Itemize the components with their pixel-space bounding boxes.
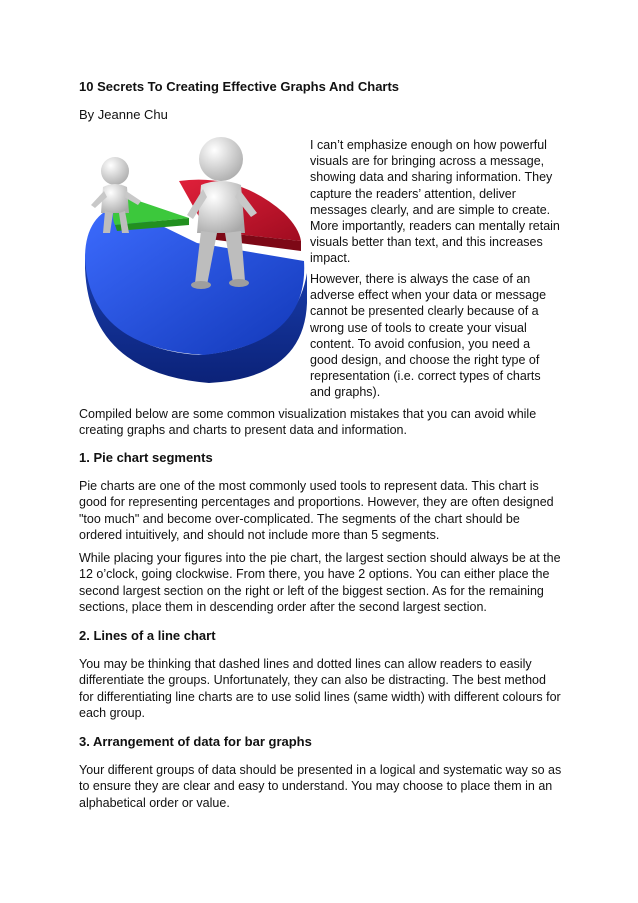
intro-paragraph-2: However, there is always the case of an adverse effect when your data or message cannot be presented clearly because of a wrong use of tools to create your visual content. To avoid confusion, you need a good design, and choose the right type of representation (i.e. correct types of charts and graphs). [310,272,547,400]
author-byline: By Jeanne Chu [79,107,168,122]
section-2-paragraph-1: You may be thinking that dashed lines and dotted lines can allow readers to easily differentiate the groups. Unfortunately, they can also be distracting. The best method for differentiating line charts are to use solid lines (same width) with different colours for each group. [79,657,561,721]
section-3-paragraph-1: Your different groups of data should be presented in a logical and systematic way so as to ensure they are clear and easy to understand. You may choose to place them in an alphabetical order or value. [79,763,562,810]
section-1-paragraph-2: While placing your figures into the pie chart, the largest section should always be at the 12 o’clock, going clockwise. From there, you have 2 options. You can either place the second largest section on the right or left of the biggest section. As for the remaining sections, place them in descending order after the second largest section. [79,551,561,615]
pie-chart-illustration [79,133,309,399]
section-heading-1: 1. Pie chart segments [79,450,213,465]
document-title: 10 Secrets To Creating Effective Graphs And Charts [79,79,400,94]
intro-paragraph-1: I can’t emphasize enough on how powerful visuals are for bringing across a message, showing data and sharing information. They capture the readers’ attention, deliver messages clearly, and are simple to create. More importantly, readers can mentally retain visuals better than text, and this increases impact. [310,138,560,266]
section-heading-2: 2. Lines of a line chart [79,628,216,643]
compiled-paragraph: Compiled below are some common visualization mistakes that you can avoid while creating graphs and charts to present data and information. [79,407,537,438]
section-1-paragraph-1: Pie charts are one of the most commonly used tools to represent data. This chart is good for representing percentages and proportions. However, they are often designed "too much" and become over-complicated. The segments of the chart should be ordered intuitively, and should not include more than 5 segments. [79,479,554,543]
section-heading-3: 3. Arrangement of data for bar graphs [79,734,312,749]
